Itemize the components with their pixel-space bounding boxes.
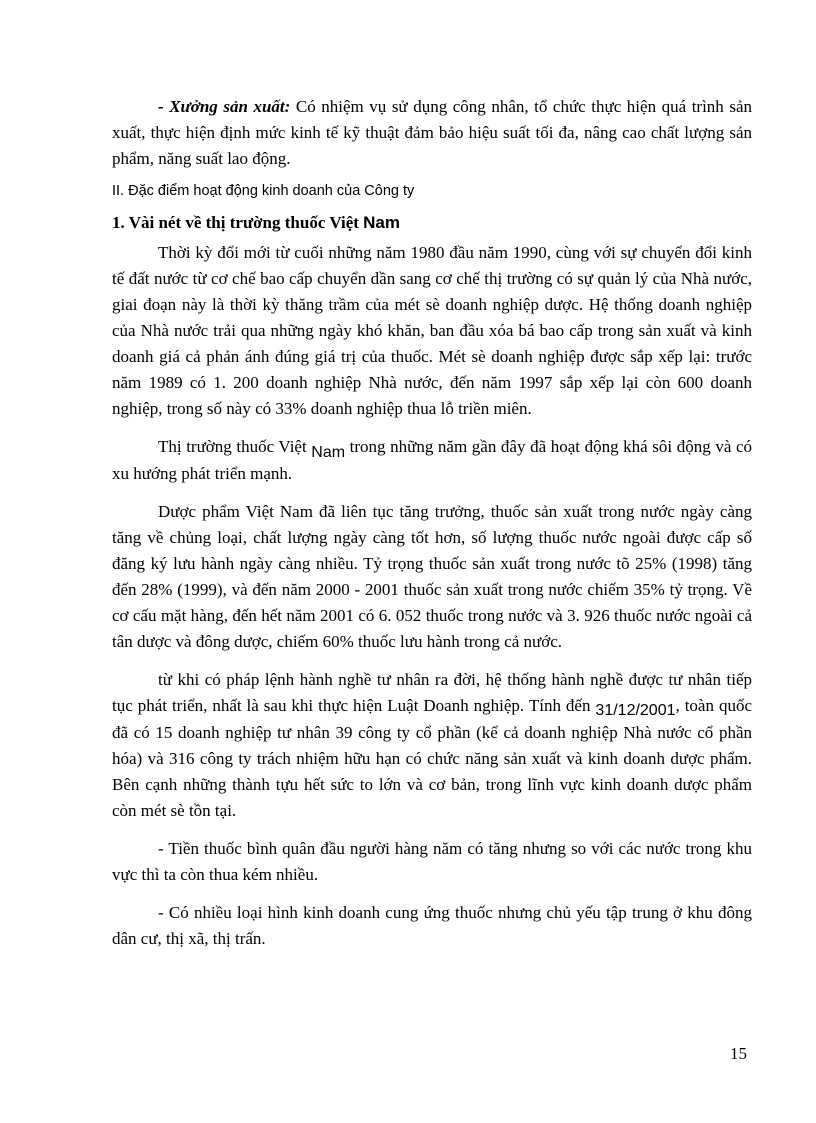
page-number: 15: [730, 1044, 747, 1063]
section-title: II. Đặc điểm hoạt động kinh doanh của Công ty: [112, 183, 415, 199]
paragraph-4-date: 31/12/2001: [595, 702, 676, 719]
intro-paragraph: [112, 94, 752, 172]
paragraph-2-sub: Nam: [311, 444, 346, 461]
subsection-title-tail: Nam: [363, 213, 401, 232]
intro-label: - Xưởng sản xuất:: [158, 97, 291, 116]
page-content: [112, 94, 752, 952]
subsection-title: [112, 210, 752, 236]
paragraph-3: Dược phẩm Việt Nam đã liên tục tăng trưởng, thuốc sản xuất trong nước ngày càng tăng về chủng loại, chất lượng ngày càng tốt hơn, số lượng thuốc nước ngoài được cấp số đăng ký lưu hành ngày càng nhiều. Tỷ trọng thuốc sản xuất trong nước tõ 25% (1998) tăng đến 28% (1999), và đến năm 2000 - 2001 thuốc sản xuất trong nước chiếm 35% tỷ trọng. Về cơ cấu mặt hàng, đến hết năm 2001 có 6. 052 thuốc trong nước và 3. 926 thuốc nước ngoài cả tân dược và đông dược, chiếm 60% thuốc lưu hành trong cả nước.: [112, 502, 752, 651]
paragraph-4-after: , toàn quốc đã có 15 doanh nghiệp tư nhân 39 công ty cổ phần (kể cả doanh nghiệp Nhà nước cổ phần hóa) và 316 công ty trách nhiệm hữu hạn có chức năng sản xuất và kinh doanh dược phẩm. Bên cạnh những thành tựu hết sức to lớn và cơ bản, trong lĩnh vực kinh doanh dược phẩm còn mét sè tồn tại.: [112, 696, 752, 820]
intro-text: Có nhiệm vụ sử dụng công nhân, tổ chức thực hiện quá trình sản xuất, thực hiện định mức kinh tế kỹ thuật đảm bảo hiệu suất tối đa, nâng cao chất lượng sản phẩm, năng suất lao động.: [112, 97, 753, 168]
paragraph-4: [112, 667, 752, 824]
paragraph-2: [112, 434, 752, 487]
paragraph-2-before: Thị trường thuốc Việt: [158, 437, 312, 456]
paragraph-1: Thời kỳ đổi mới từ cuối những năm 1980 đầu năm 1990, cùng với sự chuyển đổi kinh tế đất nước từ cơ chế bao cấp chuyển dần sang cơ chế thị trường có sự quản lý của Nhà nước, giai đoạn này là thời kỳ thăng trầm của mét sè doanh nghiệp dược. Hệ thống doanh nghiệp của Nhà nước trải qua những ngày khó khăn, ban đầu xóa bá bao cấp trong sản xuất và kinh doanh giá cả phản ánh đúng giá trị của thuốc. Mét sè doanh nghiệp được sắp xếp lại: trước năm 1989 có 1. 200 doanh nghiệp Nhà nước, đến năm 1997 sắp xếp lại còn 600 doanh nghiệp, trong số này có 33% doanh nghiệp thua lỗ triền miên.: [112, 243, 752, 418]
subsection-title-main: 1. Vài nét về thị trường thuốc Việt: [112, 213, 364, 232]
paragraph-4-before: từ khi có pháp lệnh hành nghề tư nhân ra đời, hệ thống hành nghề được tư nhân tiếp tục phát triển, nhất là sau khi thực hiện Luật Doanh nghiệp. Tính đến: [112, 670, 752, 715]
paragraph-5: - Tiền thuốc bình quân đầu người hàng năm có tăng nhưng so với các nước trong khu vực thì ta còn thua kém nhiều.: [112, 839, 752, 884]
paragraph-6: - Có nhiều loại hình kinh doanh cung ứng thuốc nhưng chủ yếu tập trung ở khu đông dân cư, thị xã, thị trấn.: [112, 903, 752, 948]
paragraph-2-after: trong những năm gần đây đã hoạt động khá sôi động và có xu hướng phát triển mạnh.: [112, 437, 753, 483]
